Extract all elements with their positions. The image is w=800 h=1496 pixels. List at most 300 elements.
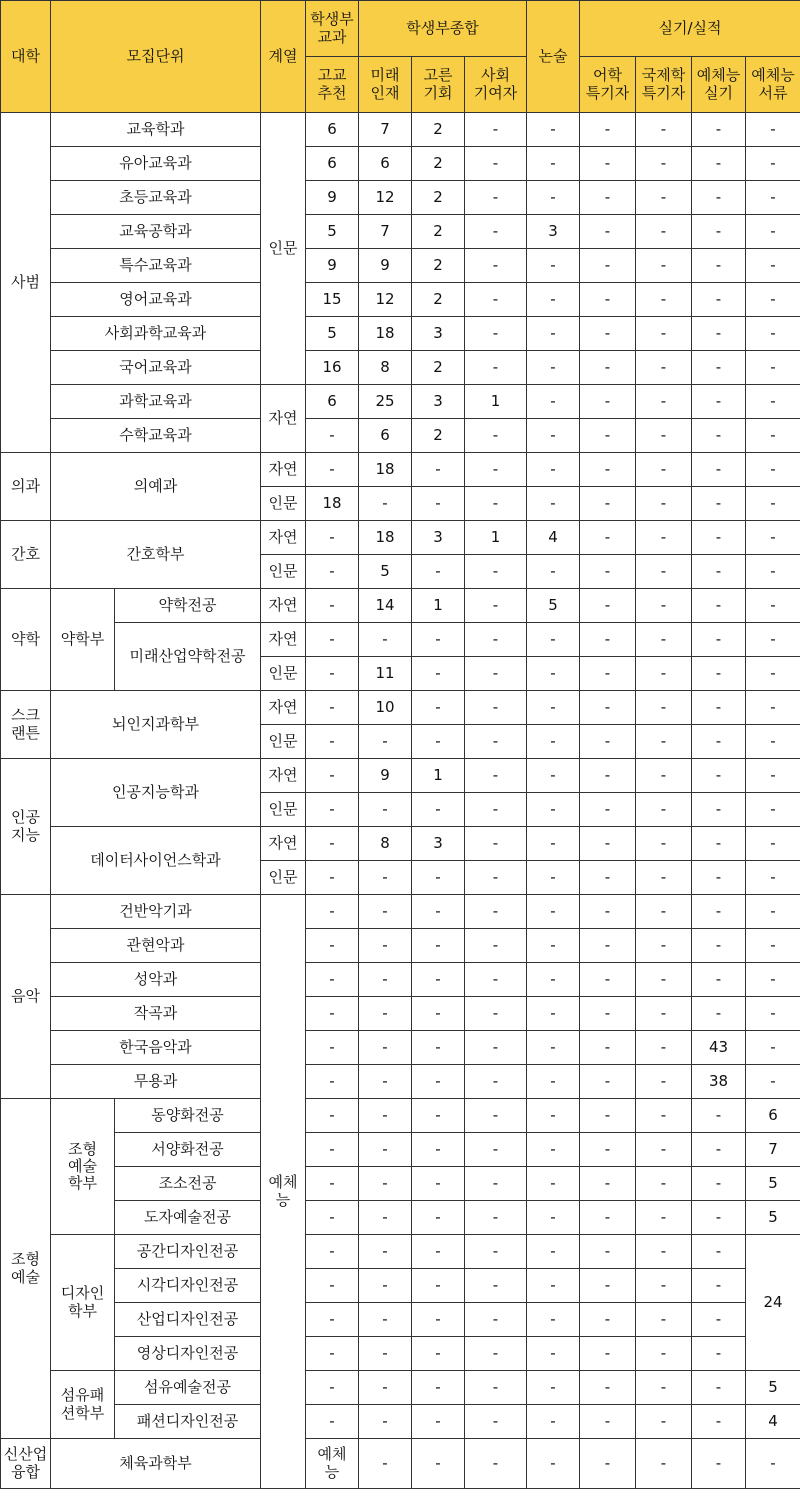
unit-cell: 패션디자인전공 xyxy=(115,1405,261,1439)
unit-cell: 건반악기과 xyxy=(51,895,261,929)
value-cell: - xyxy=(692,725,746,759)
value-cell: - xyxy=(359,1269,412,1303)
value-cell: - xyxy=(692,997,746,1031)
value-cell: 5 xyxy=(746,1371,800,1405)
value-cell: - xyxy=(412,1269,465,1303)
value-cell: - xyxy=(527,1167,580,1201)
value-cell: - xyxy=(465,249,527,283)
value-cell: - xyxy=(412,1439,465,1489)
value-cell: 9 xyxy=(359,249,412,283)
header-sub: 고교 추천 xyxy=(306,57,359,113)
department-cell: 약학부 xyxy=(51,589,115,691)
unit-cell: 동양화전공 xyxy=(115,1099,261,1133)
table-row xyxy=(1,317,800,351)
value-cell: - xyxy=(746,113,800,147)
value-cell: - xyxy=(636,1371,692,1405)
value-cell: - xyxy=(580,249,636,283)
header-unit: 모집단위 xyxy=(51,1,261,113)
value-cell: - xyxy=(746,283,800,317)
value-cell: - xyxy=(636,827,692,861)
value-cell: - xyxy=(580,861,636,895)
unit-cell: 서양화전공 xyxy=(115,1133,261,1167)
value-cell: - xyxy=(359,997,412,1031)
value-cell: - xyxy=(746,249,800,283)
value-cell: - xyxy=(636,215,692,249)
value-cell: - xyxy=(692,589,746,623)
value-cell: - xyxy=(465,1439,527,1489)
value-cell: 3 xyxy=(527,215,580,249)
value-cell: - xyxy=(692,521,746,555)
value-cell: 1 xyxy=(412,589,465,623)
value-cell: 14 xyxy=(359,589,412,623)
value-cell: - xyxy=(412,725,465,759)
value-cell: - xyxy=(636,657,692,691)
value-cell: - xyxy=(359,1405,412,1439)
value-cell: - xyxy=(465,1235,527,1269)
value-cell: 6 xyxy=(359,419,412,453)
value-cell: 9 xyxy=(306,249,359,283)
value-cell: - xyxy=(580,419,636,453)
value-cell: - xyxy=(527,1371,580,1405)
value-cell: - xyxy=(527,1065,580,1099)
unit-cell: 의예과 xyxy=(51,453,261,521)
track-cell: 예체 능 xyxy=(306,1439,359,1489)
value-cell: - xyxy=(580,317,636,351)
value-cell: - xyxy=(412,1235,465,1269)
value-cell: - xyxy=(306,657,359,691)
value-cell: - xyxy=(636,623,692,657)
value-cell: - xyxy=(359,895,412,929)
value-cell: - xyxy=(412,691,465,725)
college-cell: 간호 xyxy=(1,521,51,589)
value-cell: - xyxy=(746,181,800,215)
value-cell: - xyxy=(580,453,636,487)
track-cell: 인문 xyxy=(261,555,306,589)
unit-cell: 수학교육과 xyxy=(51,419,261,453)
value-cell: - xyxy=(306,793,359,827)
value-cell: - xyxy=(527,1303,580,1337)
value-cell: - xyxy=(527,827,580,861)
table-row xyxy=(1,147,800,181)
value-cell: - xyxy=(692,453,746,487)
value-cell: - xyxy=(636,453,692,487)
value-cell: - xyxy=(412,997,465,1031)
value-cell: 7 xyxy=(359,113,412,147)
unit-cell: 관현악과 xyxy=(51,929,261,963)
value-cell: - xyxy=(465,725,527,759)
track-cell: 인문 xyxy=(261,725,306,759)
value-cell: - xyxy=(527,861,580,895)
unit-cell: 사회과학교육과 xyxy=(51,317,261,351)
value-cell: 24 xyxy=(746,1235,800,1371)
value-cell: - xyxy=(746,691,800,725)
value-cell: - xyxy=(465,963,527,997)
header-track: 계열 xyxy=(261,1,306,113)
value-cell: - xyxy=(527,691,580,725)
value-cell: - xyxy=(306,419,359,453)
value-cell: - xyxy=(636,1303,692,1337)
unit-cell: 산업디자인전공 xyxy=(115,1303,261,1337)
value-cell: 5 xyxy=(527,589,580,623)
track-cell: 자연 xyxy=(261,691,306,725)
value-cell: 3 xyxy=(412,385,465,419)
value-cell: - xyxy=(580,1405,636,1439)
track-cell: 자연 xyxy=(261,827,306,861)
value-cell: - xyxy=(412,861,465,895)
value-cell: - xyxy=(306,725,359,759)
value-cell: 4 xyxy=(527,521,580,555)
college-cell: 인공 지능 xyxy=(1,759,51,895)
unit-cell: 미래산업약학전공 xyxy=(115,623,261,691)
value-cell: - xyxy=(306,1065,359,1099)
value-cell: - xyxy=(412,1031,465,1065)
track-cell: 인문 xyxy=(261,113,306,385)
table-row xyxy=(1,623,800,657)
value-cell: - xyxy=(527,113,580,147)
value-cell: - xyxy=(527,351,580,385)
value-cell: - xyxy=(527,997,580,1031)
table-row xyxy=(1,1439,800,1489)
value-cell: - xyxy=(636,861,692,895)
value-cell: - xyxy=(465,997,527,1031)
value-cell: - xyxy=(580,215,636,249)
value-cell: - xyxy=(580,1201,636,1235)
value-cell: - xyxy=(692,827,746,861)
value-cell: - xyxy=(692,385,746,419)
unit-cell: 공간디자인전공 xyxy=(115,1235,261,1269)
track-cell: 자연 xyxy=(261,453,306,487)
value-cell: - xyxy=(636,351,692,385)
value-cell: - xyxy=(465,1405,527,1439)
value-cell: - xyxy=(636,113,692,147)
value-cell: - xyxy=(746,827,800,861)
header-sub: 어학 특기자 xyxy=(580,57,636,113)
value-cell: - xyxy=(527,1337,580,1371)
track-cell: 인문 xyxy=(261,793,306,827)
track-cell: 자연 xyxy=(261,623,306,657)
college-cell: 의과 xyxy=(1,453,51,521)
value-cell: - xyxy=(580,113,636,147)
value-cell: - xyxy=(359,725,412,759)
value-cell: - xyxy=(580,1031,636,1065)
value-cell: - xyxy=(692,759,746,793)
value-cell: - xyxy=(465,1201,527,1235)
value-cell: 6 xyxy=(306,147,359,181)
value-cell: - xyxy=(527,181,580,215)
header-sub: 미래 인재 xyxy=(359,57,412,113)
value-cell: - xyxy=(580,623,636,657)
table-row xyxy=(1,963,800,997)
table-row xyxy=(1,521,800,555)
value-cell: 2 xyxy=(412,215,465,249)
value-cell: - xyxy=(465,895,527,929)
unit-cell: 성악과 xyxy=(51,963,261,997)
value-cell: - xyxy=(580,521,636,555)
header-sub: 예체능 실기 xyxy=(692,57,746,113)
unit-cell: 국어교육과 xyxy=(51,351,261,385)
table-row xyxy=(1,1065,800,1099)
value-cell: 2 xyxy=(412,419,465,453)
track-cell: 자연 xyxy=(261,589,306,623)
value-cell: - xyxy=(746,623,800,657)
value-cell: - xyxy=(636,283,692,317)
value-cell: - xyxy=(527,725,580,759)
value-cell: - xyxy=(412,1303,465,1337)
value-cell: - xyxy=(636,555,692,589)
value-cell: 3 xyxy=(412,521,465,555)
value-cell: 18 xyxy=(306,487,359,521)
value-cell: - xyxy=(636,997,692,1031)
value-cell: - xyxy=(692,929,746,963)
college-cell: 조형 예술 xyxy=(1,1099,51,1439)
table-row xyxy=(1,419,800,453)
value-cell: - xyxy=(692,1439,746,1489)
value-cell: - xyxy=(527,453,580,487)
track-cell: 인문 xyxy=(261,861,306,895)
value-cell: - xyxy=(306,1235,359,1269)
value-cell: 18 xyxy=(359,521,412,555)
value-cell: - xyxy=(527,385,580,419)
value-cell: 12 xyxy=(359,283,412,317)
value-cell: - xyxy=(692,147,746,181)
value-cell: - xyxy=(465,1099,527,1133)
value-cell: - xyxy=(412,1405,465,1439)
value-cell: 6 xyxy=(306,385,359,419)
value-cell: - xyxy=(527,759,580,793)
value-cell: 3 xyxy=(412,317,465,351)
value-cell: - xyxy=(746,997,800,1031)
track-cell: 인문 xyxy=(261,657,306,691)
unit-cell: 특수교육과 xyxy=(51,249,261,283)
value-cell: - xyxy=(692,555,746,589)
value-cell: - xyxy=(412,1099,465,1133)
value-cell: - xyxy=(306,997,359,1031)
value-cell: - xyxy=(306,1269,359,1303)
value-cell: - xyxy=(527,249,580,283)
value-cell: - xyxy=(306,929,359,963)
value-cell: - xyxy=(527,895,580,929)
unit-cell: 과학교육과 xyxy=(51,385,261,419)
value-cell: - xyxy=(359,1167,412,1201)
value-cell: - xyxy=(692,1099,746,1133)
value-cell: - xyxy=(306,963,359,997)
value-cell: - xyxy=(636,1133,692,1167)
value-cell: - xyxy=(306,1031,359,1065)
value-cell: - xyxy=(359,793,412,827)
table-row xyxy=(1,1371,800,1405)
value-cell: - xyxy=(527,1031,580,1065)
value-cell: - xyxy=(636,1405,692,1439)
table-row xyxy=(1,453,800,487)
value-cell: - xyxy=(412,1065,465,1099)
value-cell: - xyxy=(692,623,746,657)
college-cell: 스크 랜튼 xyxy=(1,691,51,759)
value-cell: - xyxy=(412,793,465,827)
value-cell: - xyxy=(465,793,527,827)
value-cell: - xyxy=(636,691,692,725)
value-cell: 6 xyxy=(746,1099,800,1133)
value-cell: 11 xyxy=(359,657,412,691)
unit-cell: 교육공학과 xyxy=(51,215,261,249)
value-cell: - xyxy=(412,929,465,963)
value-cell: - xyxy=(636,895,692,929)
value-cell: - xyxy=(465,657,527,691)
value-cell: - xyxy=(412,1371,465,1405)
header-practical-group: 실기/실적 xyxy=(580,1,800,57)
value-cell: - xyxy=(746,487,800,521)
value-cell: - xyxy=(746,861,800,895)
unit-cell: 영어교육과 xyxy=(51,283,261,317)
table-row xyxy=(1,691,800,725)
table-row xyxy=(1,1133,800,1167)
value-cell: - xyxy=(306,555,359,589)
unit-cell: 체육과학부 xyxy=(51,1439,261,1489)
value-cell: - xyxy=(359,487,412,521)
college-cell: 약학 xyxy=(1,589,51,691)
value-cell: - xyxy=(465,759,527,793)
value-cell: - xyxy=(359,623,412,657)
value-cell: - xyxy=(359,1065,412,1099)
value-cell: 4 xyxy=(746,1405,800,1439)
track-cell: 자연 xyxy=(261,759,306,793)
value-cell: - xyxy=(580,1099,636,1133)
value-cell: 8 xyxy=(359,351,412,385)
value-cell: - xyxy=(306,1099,359,1133)
table-row xyxy=(1,283,800,317)
value-cell: - xyxy=(692,793,746,827)
value-cell: - xyxy=(412,895,465,929)
value-cell: - xyxy=(580,351,636,385)
value-cell: - xyxy=(306,861,359,895)
value-cell: - xyxy=(527,1269,580,1303)
value-cell: - xyxy=(580,589,636,623)
value-cell: - xyxy=(465,1371,527,1405)
value-cell: 43 xyxy=(692,1031,746,1065)
value-cell: 15 xyxy=(306,283,359,317)
track-cell: 인문 xyxy=(261,487,306,521)
table-row xyxy=(1,1235,800,1269)
value-cell: - xyxy=(692,691,746,725)
unit-cell: 섬유예술전공 xyxy=(115,1371,261,1405)
value-cell: - xyxy=(527,623,580,657)
value-cell: - xyxy=(465,147,527,181)
value-cell: - xyxy=(692,317,746,351)
value-cell: - xyxy=(465,1031,527,1065)
unit-cell: 뇌인지과학부 xyxy=(51,691,261,759)
value-cell: - xyxy=(359,1031,412,1065)
value-cell: - xyxy=(636,1235,692,1269)
value-cell: - xyxy=(359,1235,412,1269)
value-cell: - xyxy=(527,317,580,351)
unit-cell: 데이터사이언스학과 xyxy=(51,827,261,895)
value-cell: - xyxy=(636,249,692,283)
value-cell: - xyxy=(692,895,746,929)
value-cell: - xyxy=(692,1303,746,1337)
value-cell: - xyxy=(465,555,527,589)
value-cell: - xyxy=(580,283,636,317)
header-sub: 국제학 특기자 xyxy=(636,57,692,113)
value-cell: - xyxy=(465,215,527,249)
value-cell: - xyxy=(306,759,359,793)
table-row xyxy=(1,1201,800,1235)
value-cell: - xyxy=(580,1371,636,1405)
value-cell: - xyxy=(465,487,527,521)
unit-cell: 작곡과 xyxy=(51,997,261,1031)
value-cell: 9 xyxy=(359,759,412,793)
value-cell: - xyxy=(527,555,580,589)
value-cell: - xyxy=(746,385,800,419)
value-cell: - xyxy=(412,453,465,487)
value-cell: - xyxy=(636,1167,692,1201)
value-cell: - xyxy=(746,1439,800,1489)
value-cell: - xyxy=(527,963,580,997)
value-cell: 25 xyxy=(359,385,412,419)
value-cell: - xyxy=(746,147,800,181)
table-row xyxy=(1,589,800,623)
header-sub: 예체능 서류 xyxy=(746,57,800,113)
value-cell: - xyxy=(746,453,800,487)
table-row xyxy=(1,385,800,419)
value-cell: - xyxy=(465,419,527,453)
value-cell: - xyxy=(306,1167,359,1201)
value-cell: - xyxy=(359,861,412,895)
department-cell: 섬유패 션학부 xyxy=(51,1371,115,1439)
value-cell: - xyxy=(746,1065,800,1099)
value-cell: - xyxy=(412,1167,465,1201)
value-cell: - xyxy=(746,215,800,249)
value-cell: - xyxy=(580,487,636,521)
value-cell: - xyxy=(692,1167,746,1201)
value-cell: - xyxy=(580,895,636,929)
value-cell: - xyxy=(527,793,580,827)
college-cell: 음악 xyxy=(1,895,51,1099)
value-cell: 8 xyxy=(359,827,412,861)
value-cell: - xyxy=(465,1133,527,1167)
value-cell: - xyxy=(306,827,359,861)
value-cell: - xyxy=(580,1439,636,1489)
value-cell: 6 xyxy=(306,113,359,147)
table-row xyxy=(1,113,800,147)
value-cell: 6 xyxy=(359,147,412,181)
value-cell: - xyxy=(636,1031,692,1065)
value-cell: - xyxy=(692,351,746,385)
value-cell: - xyxy=(527,487,580,521)
value-cell: - xyxy=(527,147,580,181)
value-cell: - xyxy=(636,929,692,963)
value-cell: - xyxy=(359,1337,412,1371)
department-cell: 조형 예술 학부 xyxy=(51,1099,115,1235)
value-cell: - xyxy=(692,657,746,691)
value-cell: - xyxy=(412,1133,465,1167)
header-sub: 사회 기여자 xyxy=(465,57,527,113)
value-cell: - xyxy=(527,1439,580,1489)
value-cell: - xyxy=(580,963,636,997)
value-cell: - xyxy=(636,1337,692,1371)
value-cell: - xyxy=(465,1167,527,1201)
value-cell: - xyxy=(692,487,746,521)
value-cell: - xyxy=(359,1201,412,1235)
value-cell: 18 xyxy=(359,317,412,351)
value-cell: - xyxy=(692,1337,746,1371)
table-row xyxy=(1,827,800,861)
value-cell: - xyxy=(306,1133,359,1167)
header-univ: 대학 xyxy=(1,1,51,113)
value-cell: - xyxy=(580,793,636,827)
value-cell: - xyxy=(412,487,465,521)
header-sub: 고른 기회 xyxy=(412,57,465,113)
value-cell: - xyxy=(306,895,359,929)
table-row xyxy=(1,929,800,963)
